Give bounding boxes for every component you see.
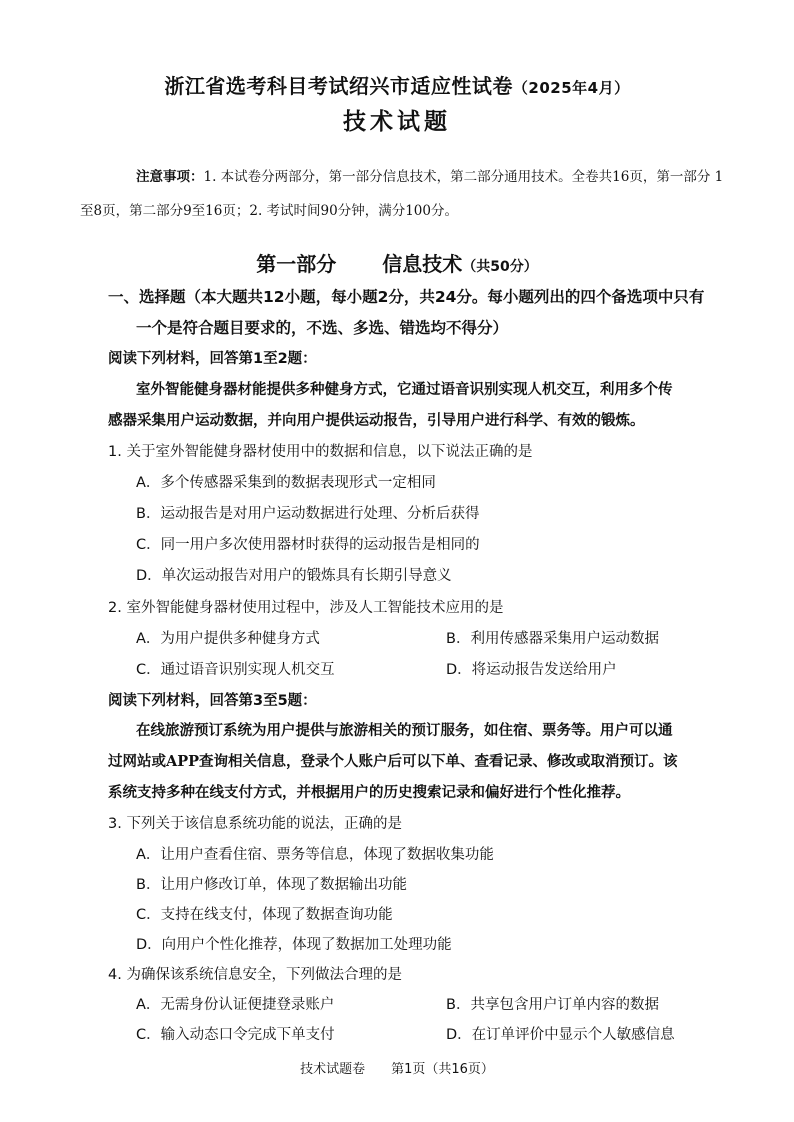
exam-title-text: 浙江省选考科目考试绍兴市适应性试卷 — [164, 74, 513, 98]
section-one-heading-line-1: 一、选择题（本大题共12小题，每小题2分，共24分。每小题列出的四个备选项中只有 — [108, 288, 705, 306]
question-2-option-a: A．为用户提供多种健身方式 — [136, 631, 320, 647]
question-1-option-c: C．同一用户多次使用器材时获得的运动报告是相同的 — [136, 537, 480, 553]
page-footer — [0, 1058, 794, 1077]
notice-label: 注意事项： — [136, 169, 204, 185]
material-two-intro: 阅读下列材料，回答第3至5题： — [108, 693, 317, 709]
exam-title — [0, 70, 794, 99]
question-3-option-c: C．支持在线支付，体现了数据查询功能 — [136, 907, 393, 923]
question-2-option-b: B．利用传感器采集用户运动数据 — [446, 631, 659, 647]
question-3-stem: 3. 下列关于该信息系统功能的说法，正确的是 — [108, 816, 402, 832]
question-2-option-c: C．通过语音识别实现人机交互 — [136, 662, 335, 678]
part-one-points: （共50分） — [462, 259, 538, 275]
material-two-line-1: 在线旅游预订系统为用户提供与旅游相关的预订服务，如住宿、票务等。用户可以通 — [136, 722, 673, 739]
material-one-intro: 阅读下列材料，回答第1至2题： — [108, 351, 317, 367]
question-4-option-a: A．无需身份认证便捷登录账户 — [136, 997, 335, 1013]
material-two-line-2: 过网站或APP查询相关信息，登录个人账户后可以下单、查看记录、修改或取消预订。该 — [108, 753, 678, 770]
section-one-heading-line-2: 一个是符合题目要求的，不选、多选、错选均不得分） — [136, 319, 509, 337]
notice-block — [80, 160, 730, 228]
material-one-line-2: 感器采集用户运动数据，并向用户提供运动报告，引导用户进行科学、有效的锻炼。 — [108, 412, 645, 429]
question-4-option-d: D．在订单评价中显示个人敏感信息 — [446, 1027, 675, 1043]
question-1-option-a: A．多个传感器采集到的数据表现形式一定相同 — [136, 475, 436, 491]
question-4-option-c: C．输入动态口令完成下单支付 — [136, 1027, 335, 1043]
question-4-stem: 4. 为确保该系统信息安全，下列做法合理的是 — [108, 967, 402, 983]
question-3-option-b: B．让用户修改订单，体现了数据输出功能 — [136, 877, 407, 893]
question-4-option-b: B．共享包含用户订单内容的数据 — [446, 997, 659, 1013]
notice-line-2: 至8页，第二部分9至16页；2. 考试时间90分钟，满分100分。 — [80, 203, 458, 219]
question-1-stem: 1. 关于室外智能健身器材使用中的数据和信息，以下说法正确的是 — [108, 444, 533, 460]
material-one-line-1: 室外智能健身器材能提供多种健身方式，它通过语音识别实现人机交互，利用多个传 — [136, 381, 673, 398]
question-1-option-d: D．单次运动报告对用户的锻炼具有长期引导意义 — [136, 568, 452, 584]
footer-page-number: 第1页（共16页） — [391, 1062, 494, 1077]
exam-date: （2025年4月） — [512, 79, 630, 97]
subject-title: 技术试题 — [343, 109, 451, 135]
question-2-option-d: D．将运动报告发送给用户 — [446, 662, 617, 678]
part-one-name: 信息技术 — [382, 252, 463, 276]
footer-booklet: 技术试题卷 — [300, 1062, 366, 1077]
material-two-line-3: 系统支持多种在线支付方式，并根据用户的历史搜索记录和偏好进行个性化推荐。 — [108, 784, 630, 801]
question-1-option-b: B．运动报告是对用户运动数据进行处理、分析后获得 — [136, 506, 480, 522]
part-one-label: 第一部分 — [256, 252, 337, 276]
question-3-option-d: D．向用户个性化推荐，体现了数据加工处理功能 — [136, 937, 452, 953]
notice-line-1: 1. 本试卷分两部分，第一部分信息技术，第二部分通用技术。全卷共16页，第一部分 1 — [203, 169, 724, 185]
part-one-title — [0, 248, 794, 277]
question-2-stem: 2. 室外智能健身器材使用过程中，涉及人工智能技术应用的是 — [108, 600, 504, 616]
question-3-option-a: A．让用户查看住宿、票务等信息，体现了数据收集功能 — [136, 847, 494, 863]
